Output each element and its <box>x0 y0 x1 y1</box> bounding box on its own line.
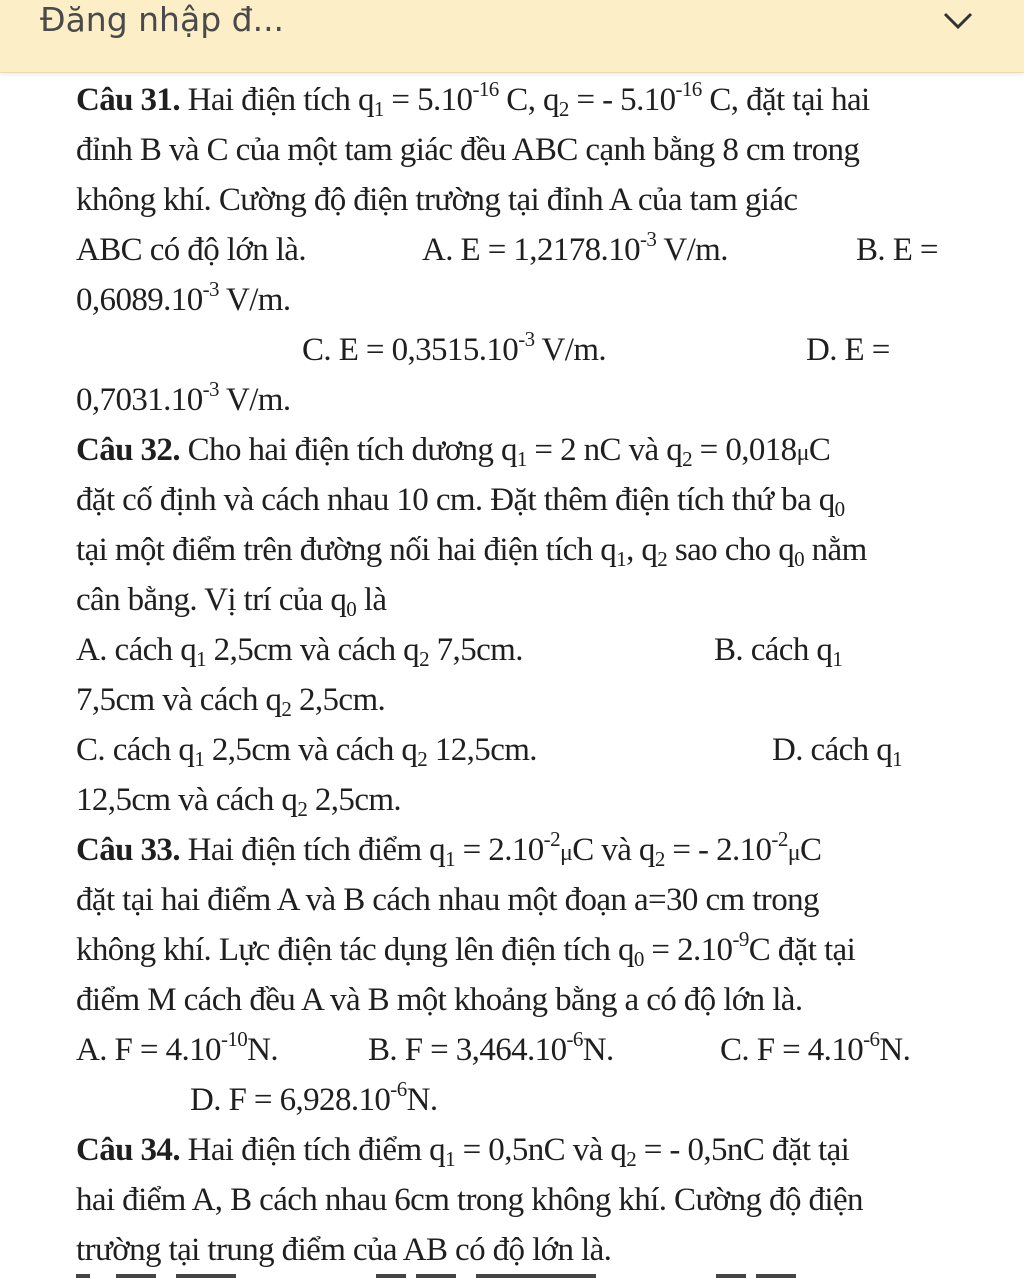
q33-line-3: không khí. Lực điện tác dụng lên điện tích $q_0 = 2.10^{-9}C$ đặt tại <box>76 927 856 971</box>
q32-option-c: C. cách $q_1$ 2,5cm và cách $q_2$ 12,5cm. <box>76 732 537 771</box>
q32-option-b: B. cách $q_1$ <box>714 632 843 671</box>
q31-line-4: ABC có độ lớn là. <box>76 232 306 268</box>
q31-line-1: Câu 31. Hai điện tích $q_1 = 5.10^{-16}$ C, $q_2$ = - $5.10^{-16}$ C, đặt tại hai <box>76 77 870 121</box>
q31-option-c: C. $E = 0,3515.10^{-3}$ V/m. <box>302 327 607 368</box>
q33-option-b: B. $F = 3,464.10^{-6}N$. <box>368 1027 614 1068</box>
q34-line-1: Câu 34. Hai điện tích điểm $q_1 = 0,5nC$ và $q_2$ = - 0,5nC đặt tại <box>76 1132 850 1171</box>
q32-line-6: 7,5cm và cách $q_2$ 2,5cm. <box>76 682 386 721</box>
cut-off-next-line <box>76 1262 956 1280</box>
top-banner[interactable] <box>0 0 1024 73</box>
page-title: Đăng nhập đ... <box>40 0 285 39</box>
q34-line-3: trường tại trung điểm của AB có độ lớn là. <box>76 1232 612 1268</box>
q31-option-a: A. $E = 1,2178.10^{-3}$ V/m. <box>422 227 728 268</box>
q31-option-d: D. E = <box>806 332 890 368</box>
q33-option-a: A. $F = 4.10^{-10}N$. <box>76 1027 279 1068</box>
q31-option-b: B. E = <box>856 232 938 268</box>
q33-label: Câu 33. <box>76 832 180 868</box>
q31-line-5: $0,6089.10^{-3}$ V/m. <box>76 277 291 318</box>
q32-line-2: đặt cố định và cách nhau 10 cm. Đặt thêm điện tích thứ ba $q_0$ <box>76 482 845 521</box>
q32-option-d: D. cách $q_1$ <box>772 732 903 771</box>
q32-line-3: tại một điểm trên đường nối hai điện tích $q_1$, $q_2$ sao cho $q_0$ nằm <box>76 532 867 571</box>
q32-label: Câu 32. <box>76 432 180 468</box>
chevron-down-icon[interactable] <box>940 6 976 34</box>
q31-line-3: không khí. Cường độ điện trường tại đỉnh A của tam giác <box>76 182 798 218</box>
q31-line-7: $0,7031.10^{-3}$ V/m. <box>76 377 291 418</box>
q32-line-1: Câu 32. Cho hai điện tích dương $q_1 = 2$ nC và $q_2 = 0,018\mu C$ <box>76 432 831 471</box>
q33-line-2: đặt tại hai điểm A và B cách nhau một đoạn a=30 cm trong <box>76 882 819 918</box>
q31-label: Câu 31. <box>76 82 180 118</box>
q32-line-8: 12,5cm và cách $q_2$ 2,5cm. <box>76 782 402 821</box>
q32-option-a: A. cách $q_1$ 2,5cm và cách $q_2$ 7,5cm. <box>76 632 523 671</box>
q34-label: Câu 34. <box>76 1132 180 1168</box>
q33-line-4: điểm M cách đều A và B một khoảng bằng a có độ lớn là. <box>76 982 803 1018</box>
q34-line-2: hai điểm A, B cách nhau 6cm trong không khí. Cường độ điện <box>76 1182 863 1218</box>
q31-line-2: đỉnh B và C của một tam giác đều ABC cạnh bằng 8 cm trong <box>76 132 860 168</box>
q33-option-d: D. $F = 6,928.10^{-6}N$. <box>190 1077 438 1118</box>
q33-option-c: C. $F = 4.10^{-6}N$. <box>720 1027 911 1068</box>
q33-line-1: Câu 33. Hai điện tích điểm $q_1 = 2.10^{-2}\mu C$ và $q_2$ = - $2.10^{-2}\mu C$ <box>76 827 822 871</box>
q32-line-4: cân bằng. Vị trí của $q_0$ là <box>76 582 387 621</box>
